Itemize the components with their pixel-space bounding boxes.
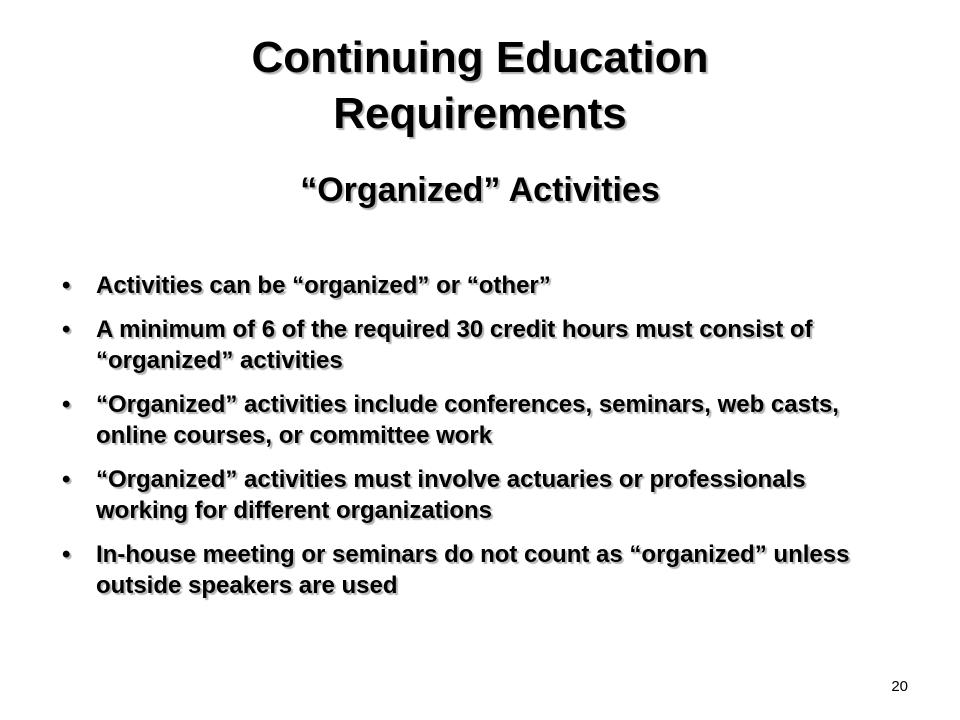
bullet-icon: • (62, 466, 71, 493)
bullet-item (62, 464, 882, 526)
bullet-text: Activities can be “organized” or “other” (96, 272, 551, 299)
bullet-item (62, 314, 882, 376)
slide-subtitle: “Organized” Activities (300, 171, 660, 209)
bullet-item (62, 389, 882, 451)
title-line-2: Requirements (333, 89, 627, 138)
bullet-icon: • (62, 316, 71, 343)
slide-title (0, 30, 960, 142)
title-line-1: Continuing Education (251, 33, 709, 82)
bullet-text: In-house meeting or seminars do not count as “organized” unless outside speakers are used (96, 541, 850, 599)
bullet-text: “Organized” activities include conferences, seminars, web casts, online courses, or committee work (96, 391, 839, 449)
bullet-icon: • (62, 272, 71, 299)
bullet-icon: • (62, 541, 71, 568)
page-number: 20 (891, 678, 908, 695)
bullet-item (62, 270, 882, 301)
bullet-text: A minimum of 6 of the required 30 credit hours must consist of “organized” activities (96, 316, 813, 374)
bullet-icon: • (62, 391, 71, 418)
bullet-text: “Organized” activities must involve actuaries or professionals working for different organizations (96, 466, 806, 524)
bullet-list (62, 270, 882, 614)
bullet-item (62, 539, 882, 601)
